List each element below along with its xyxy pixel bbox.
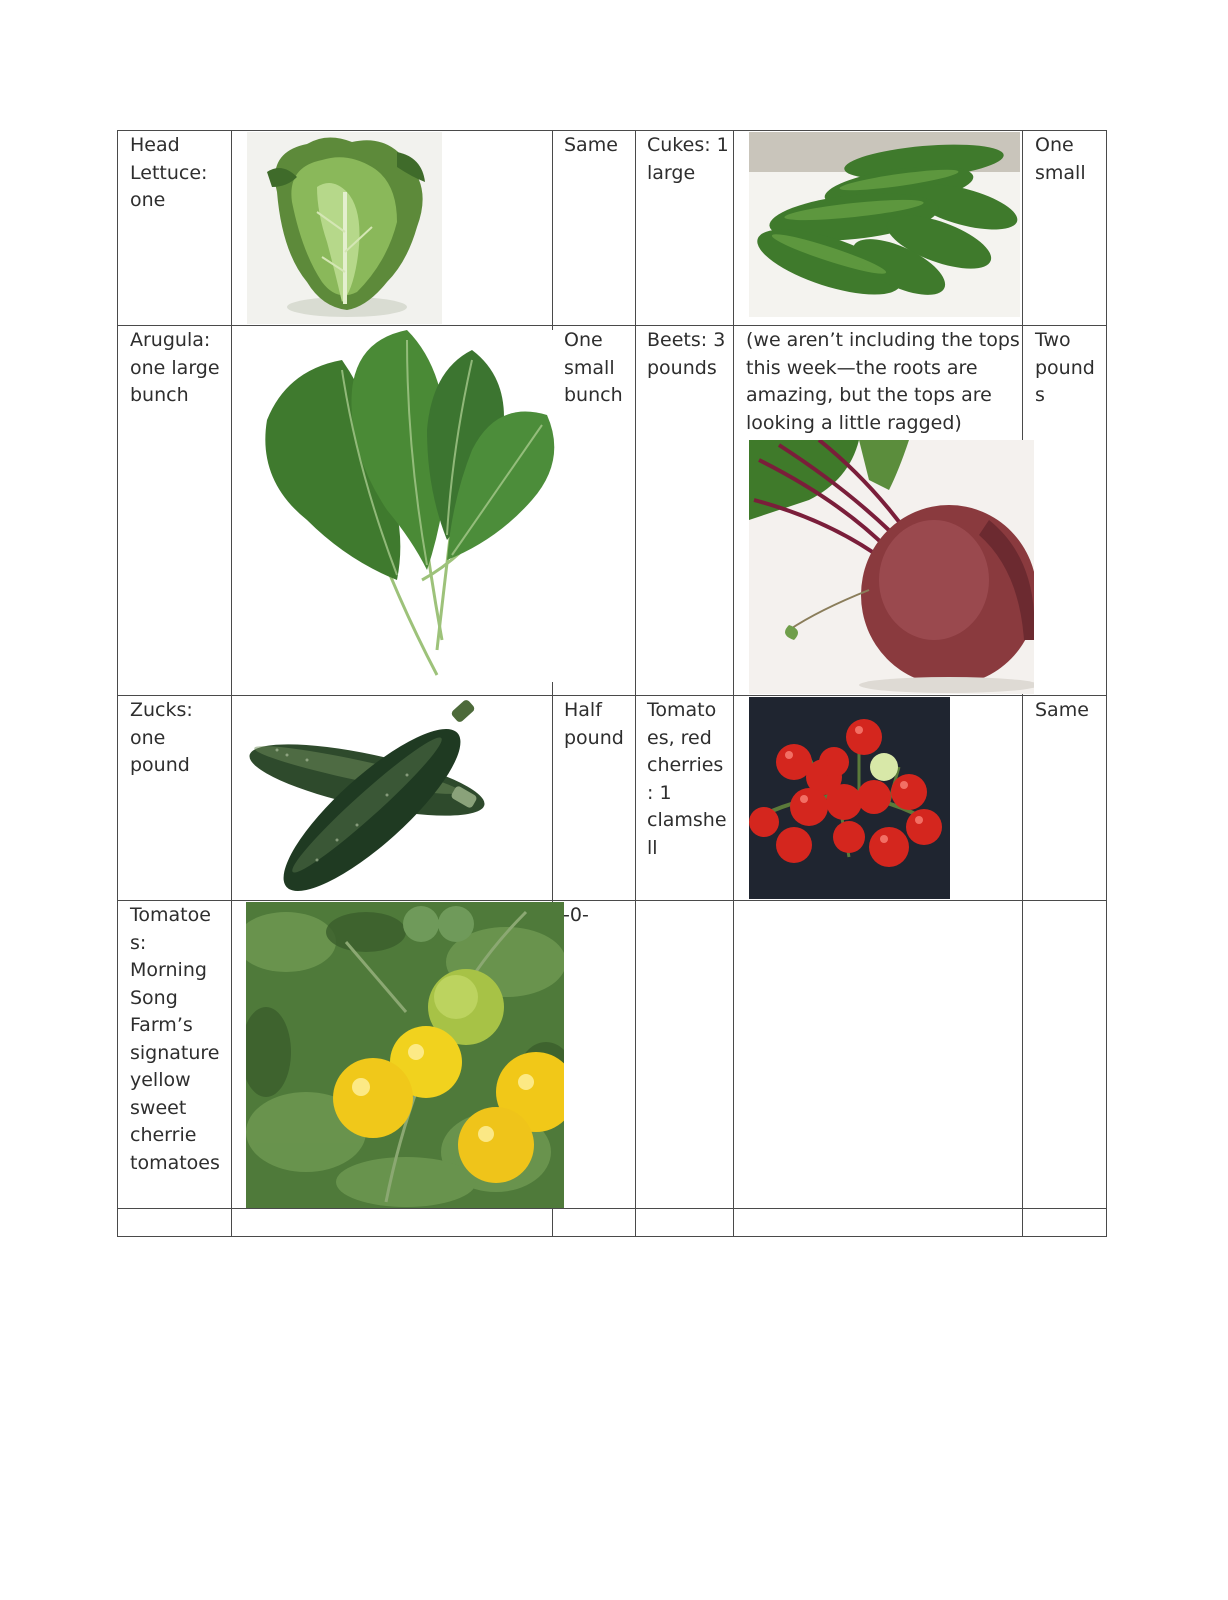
table-border-right	[1106, 130, 1107, 1237]
table-col-divider	[733, 130, 734, 1237]
zucchini-icon	[247, 700, 487, 898]
table-border-bottom	[117, 1236, 1106, 1237]
table-col-divider-extra	[552, 690, 553, 700]
quantity: One small	[1035, 134, 1086, 184]
cucumber-icon	[749, 132, 1020, 317]
cucumbers-photo	[749, 132, 1020, 317]
table-row-divider	[117, 695, 1106, 696]
arugula-photo	[247, 330, 564, 682]
yellow-tomato-icon	[246, 902, 564, 1208]
table-border-left	[117, 130, 118, 1237]
tomato-icon	[749, 697, 950, 899]
item-label: Tomato es, red cherries : 1 clamshe ll	[647, 699, 727, 859]
table-col-divider	[635, 130, 636, 1237]
quantity: Half pound	[564, 699, 624, 749]
item-note: (we aren’t including the tops this week—the roots are amazing, but the tops are looking a little ragged)	[746, 329, 1020, 434]
quantity: Same	[564, 134, 618, 156]
lettuce-icon	[247, 132, 442, 324]
arugula-icon	[247, 330, 564, 682]
item-label: Cukes: 1 large	[647, 134, 729, 184]
table-row-divider	[117, 325, 1106, 326]
item-label: Beets: 3 pounds	[647, 329, 726, 379]
table-row-divider	[117, 900, 1106, 901]
quantity: -0-	[563, 904, 589, 926]
beet-photo	[749, 440, 1034, 694]
table-row-divider	[117, 1208, 1106, 1209]
table-border-top	[117, 130, 1106, 131]
note-edge-line	[1022, 320, 1023, 440]
item-label: Zucks: one pound	[130, 699, 193, 776]
quantity: Same	[1035, 699, 1089, 721]
red-cherry-tomatoes-photo	[749, 697, 950, 899]
item-label: Tomatoe s: Morning Song Farm’s signature yellow sweet cherrie tomatoes	[130, 904, 220, 1174]
zucchini-photo	[247, 700, 487, 898]
table-col-divider	[231, 130, 232, 1237]
beet-icon	[749, 440, 1034, 694]
quantity: One small bunch	[564, 329, 623, 406]
item-label: Arugula: one large bunch	[130, 329, 220, 406]
yellow-cherry-tomatoes-photo	[246, 902, 564, 1208]
item-label: Head Lettuce: one	[130, 134, 208, 211]
quantity: Two pound s	[1035, 329, 1095, 406]
lettuce-photo	[247, 132, 442, 324]
